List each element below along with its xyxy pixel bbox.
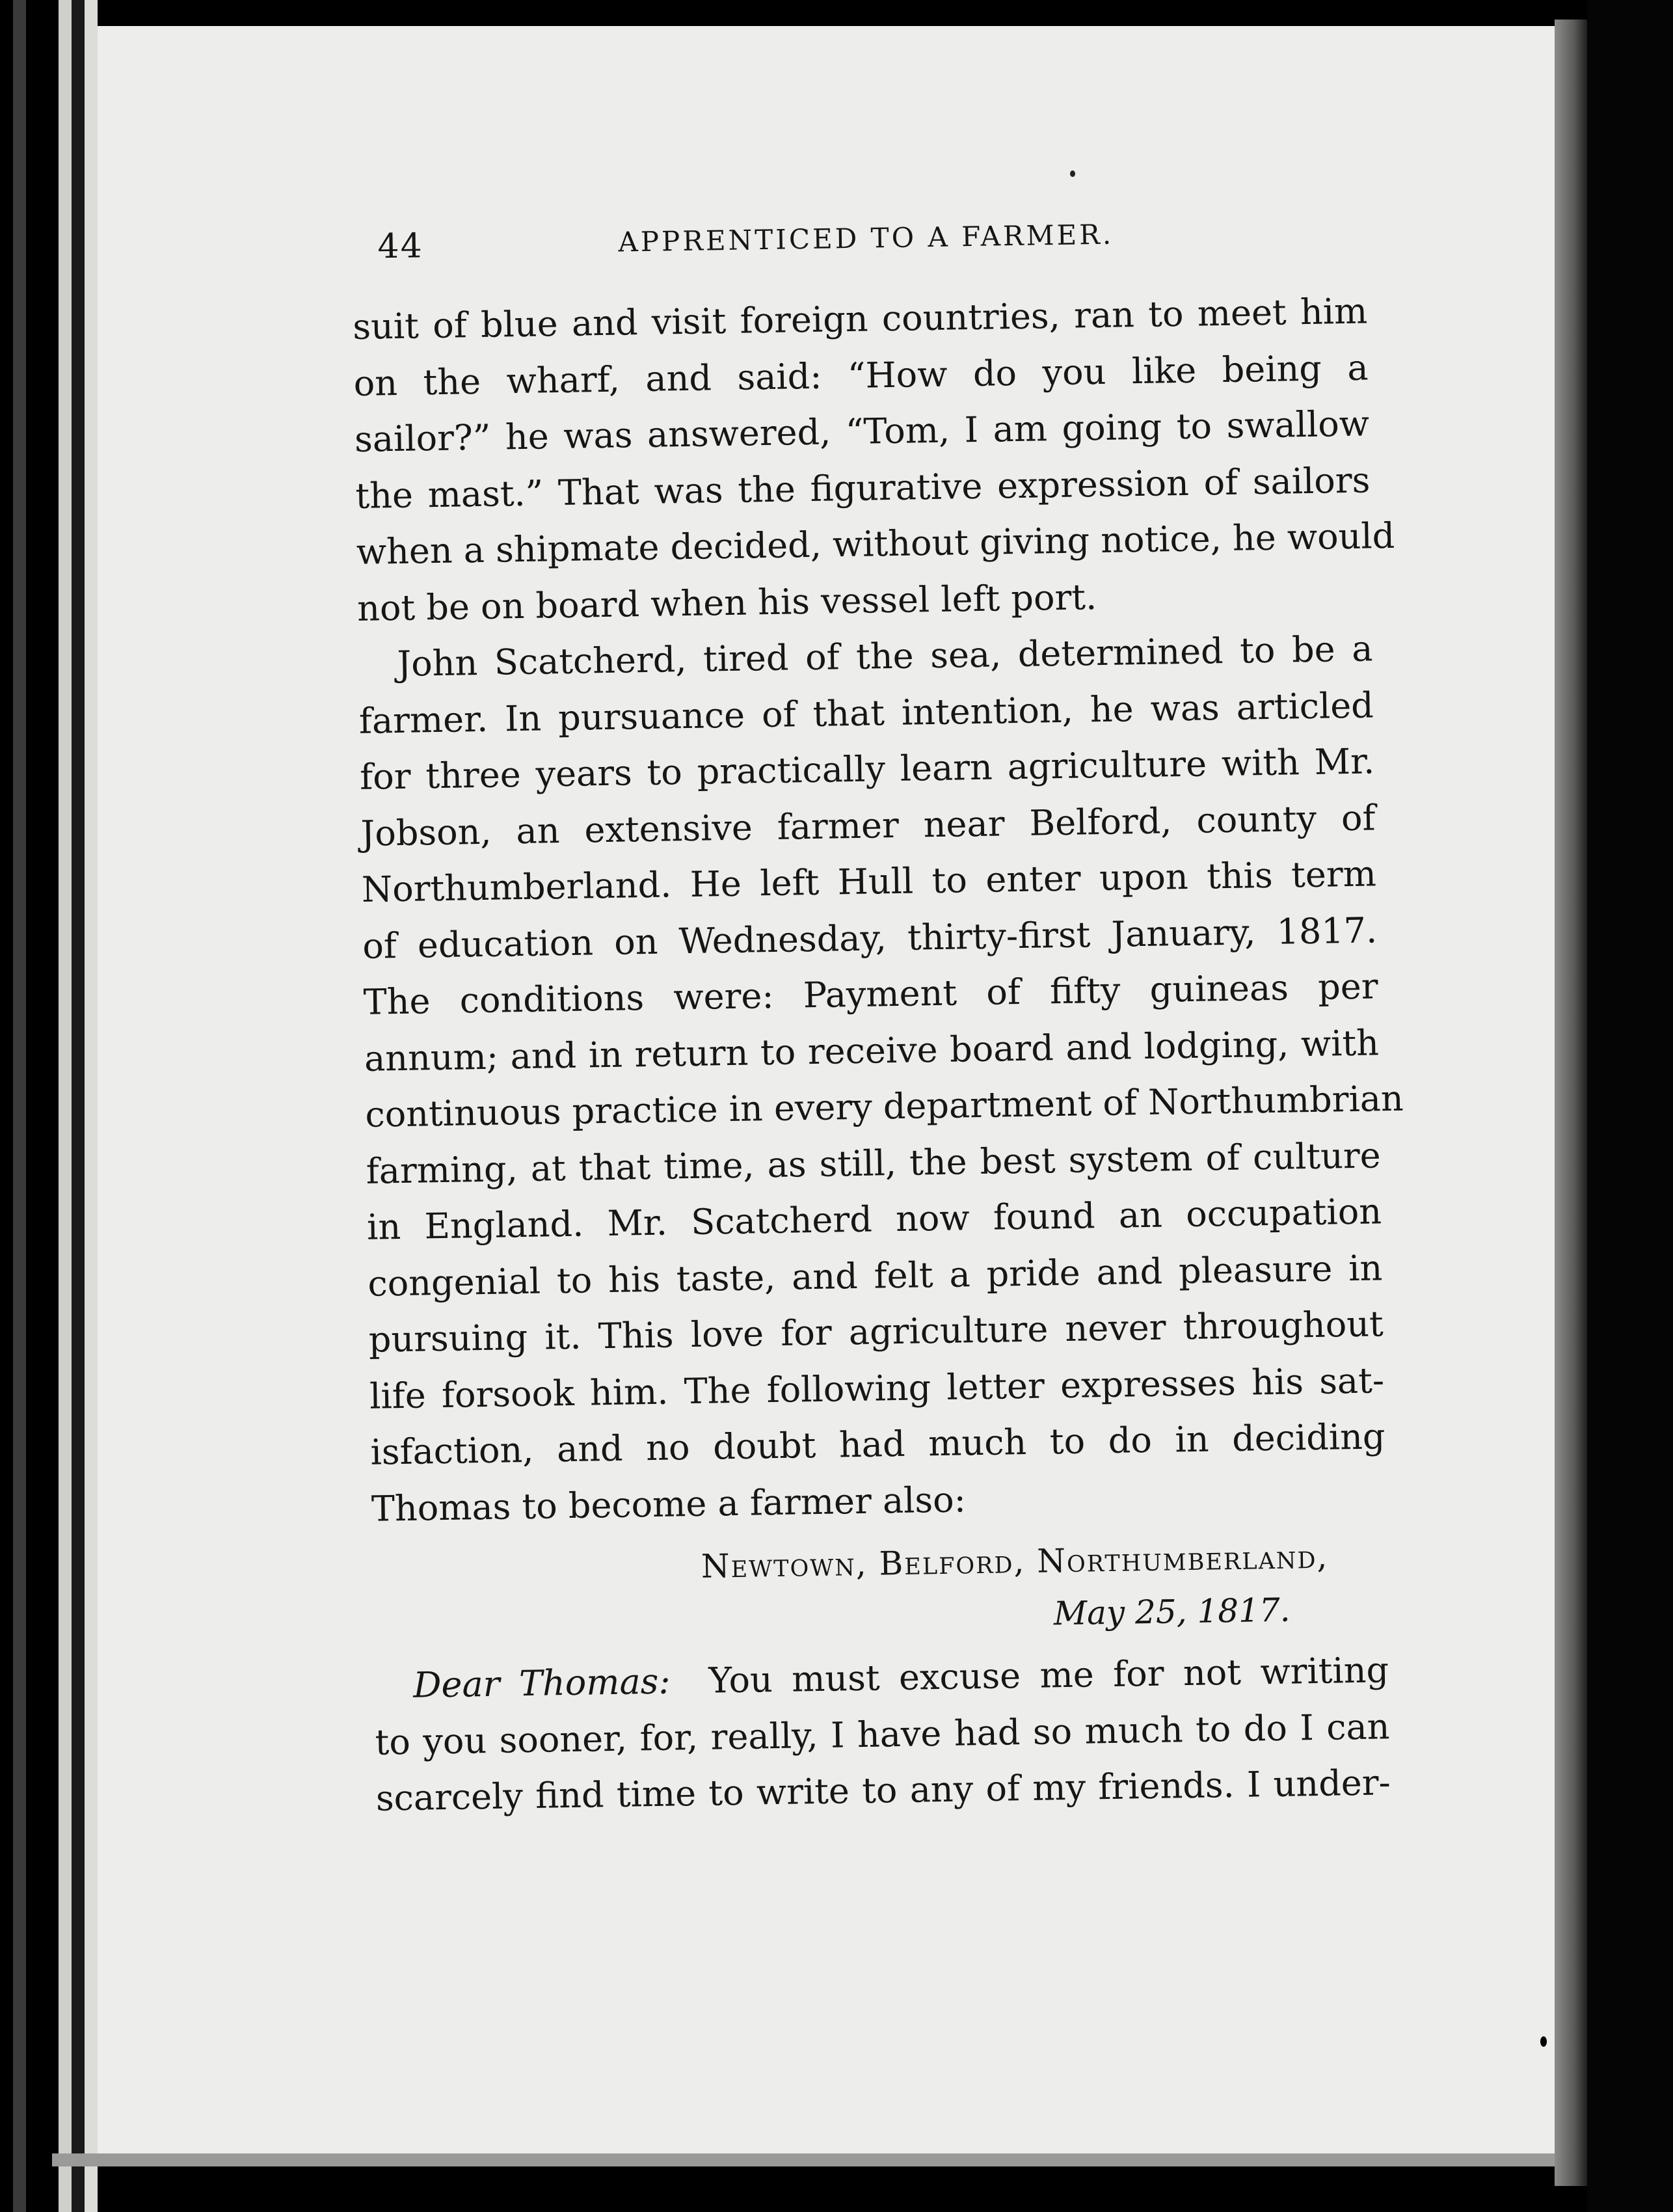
letter-date: May 25, 1817.	[1053, 1591, 1291, 1633]
text-line: annum; and in return to receive board and lodging, with	[364, 1021, 1380, 1079]
text-line: John Scatcherd, tired of the sea, determined to be a	[397, 628, 1373, 684]
paragraph-1	[352, 283, 1395, 636]
text-line: Northumberland. He left Hull to enter upon this term	[361, 853, 1377, 910]
text-line: Thomas to become a farmer also:	[371, 1478, 967, 1530]
text-line: when a shipmate decided, without giving notice, he would	[356, 515, 1395, 573]
text-line: You must excuse me for not writing	[708, 1649, 1389, 1701]
book-spine-edge	[0, 0, 98, 2212]
text-line: the mast.” That was the figurative expression of sailors	[355, 459, 1371, 517]
letter-place: Newtown, Belford, Northumberland,	[701, 1537, 1329, 1585]
text-line: sailor?” he was answered, “Tom, I am going to swallow	[354, 403, 1370, 460]
text-line: isfaction, and no doubt had much to do in deciding	[370, 1416, 1385, 1473]
text-line: on the wharf, and said: “How do you like being a	[353, 346, 1369, 404]
scan-background-right	[1587, 0, 1673, 2212]
page-number: 44	[377, 226, 424, 267]
letter-body	[374, 1642, 1391, 1827]
ink-speck	[1540, 2036, 1547, 2047]
text-line: The conditions were: Payment of fifty guineas per	[363, 965, 1379, 1023]
text-line: scarcely find time to write to any of my friends. I under-	[375, 1762, 1391, 1819]
paragraph-2	[358, 621, 1404, 1537]
letter-salutation: Dear Thomas:	[412, 1660, 671, 1706]
text-line: Jobson, an extensive farmer near Belford, county of	[360, 796, 1376, 854]
text-line: of education on Wednesday, thirty-first January, 1817.	[362, 909, 1378, 967]
page-right-edge	[1555, 20, 1587, 2186]
text-line: not be on board when his vessel left port.	[356, 576, 1097, 629]
text-line: pursuing it. This love for agriculture never throughout	[368, 1303, 1384, 1360]
text-line: suit of blue and visit foreign countries, ran to meet him	[352, 290, 1368, 347]
text-line: life forsook him. The following letter expresses his sat-	[369, 1359, 1385, 1417]
running-head: APPRENTICED TO A FARMER.	[618, 218, 1114, 258]
ink-speck	[1070, 170, 1075, 177]
text-line: in England. Mr. Scatcherd now found an occupation	[366, 1191, 1382, 1248]
text-line: farming, at that time, as still, the best system of culture	[366, 1134, 1382, 1192]
text-line: for three years to practically learn agriculture with Mr.	[359, 740, 1375, 798]
text-line: farmer. In pursuance of that intention, he was articled	[358, 684, 1374, 742]
page-bottom-edge	[52, 2153, 1568, 2166]
text-line: congenial to his taste, and felt a pride and pleasure in	[367, 1247, 1383, 1304]
text-block	[351, 211, 1404, 1827]
text-line: continuous practice in every department of Northumbrian	[364, 1077, 1404, 1135]
text-line: to you sooner, for, really, I have had so much to do I can	[375, 1705, 1390, 1763]
